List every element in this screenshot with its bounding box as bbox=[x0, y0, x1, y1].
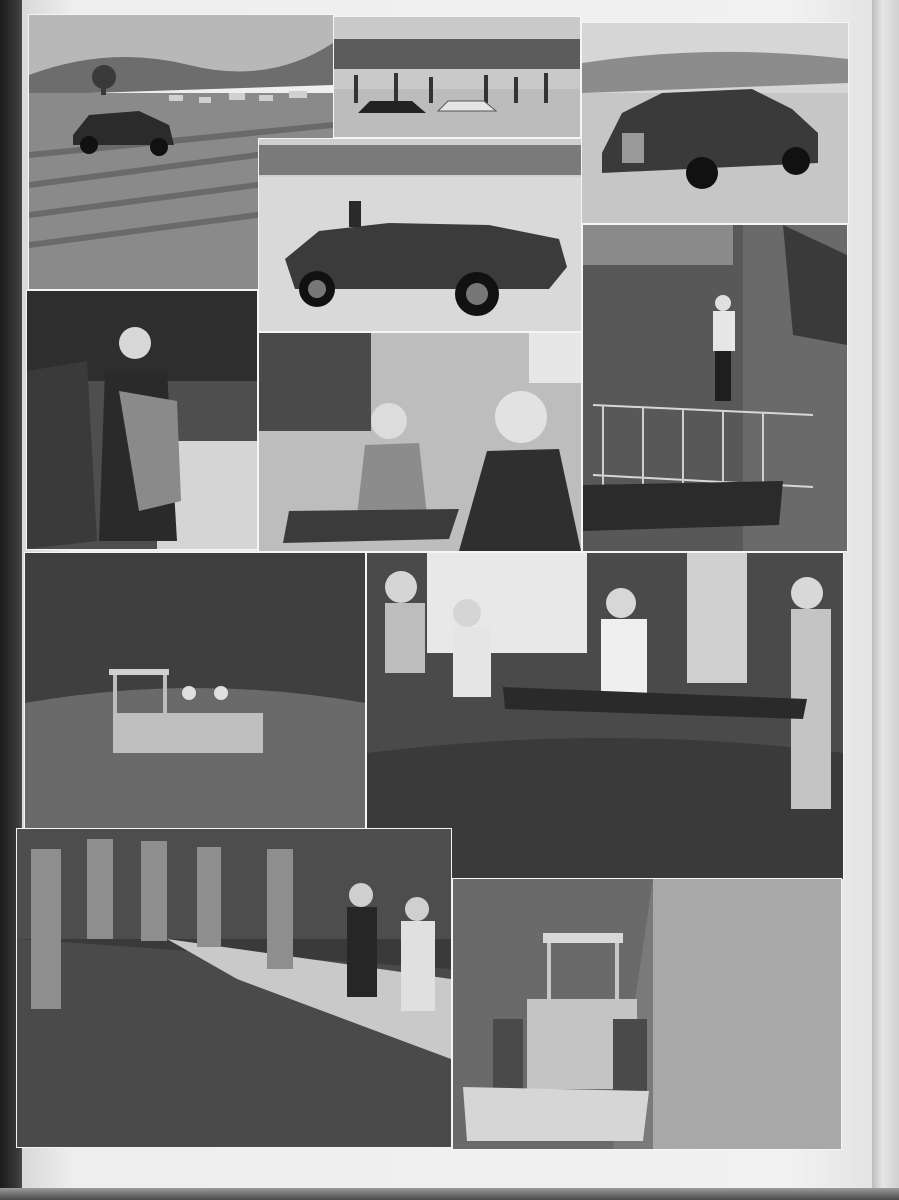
photo-man-at-car bbox=[26, 290, 258, 550]
sedan-icon bbox=[582, 23, 848, 223]
photo-painting-building bbox=[582, 224, 848, 552]
ladder-icon bbox=[583, 225, 847, 551]
crowd-icon bbox=[334, 17, 580, 137]
photo-bulldozer bbox=[452, 878, 842, 1150]
roadster-icon bbox=[259, 139, 581, 331]
person-icon bbox=[27, 291, 257, 549]
photo-raking-road bbox=[16, 828, 452, 1148]
tractor-icon bbox=[25, 553, 365, 829]
photo-tractor-clearing bbox=[24, 552, 366, 830]
rake-icon bbox=[17, 829, 451, 1147]
bulldozer-icon bbox=[453, 879, 841, 1149]
photo-students-at-desk bbox=[258, 332, 582, 552]
students-icon bbox=[259, 333, 581, 551]
photo-sedan bbox=[581, 22, 849, 224]
photo-parking-lot bbox=[333, 16, 581, 138]
page-edge bbox=[872, 0, 899, 1200]
bottom-edge-shadow bbox=[0, 1188, 899, 1200]
photo-roadster bbox=[258, 138, 582, 332]
